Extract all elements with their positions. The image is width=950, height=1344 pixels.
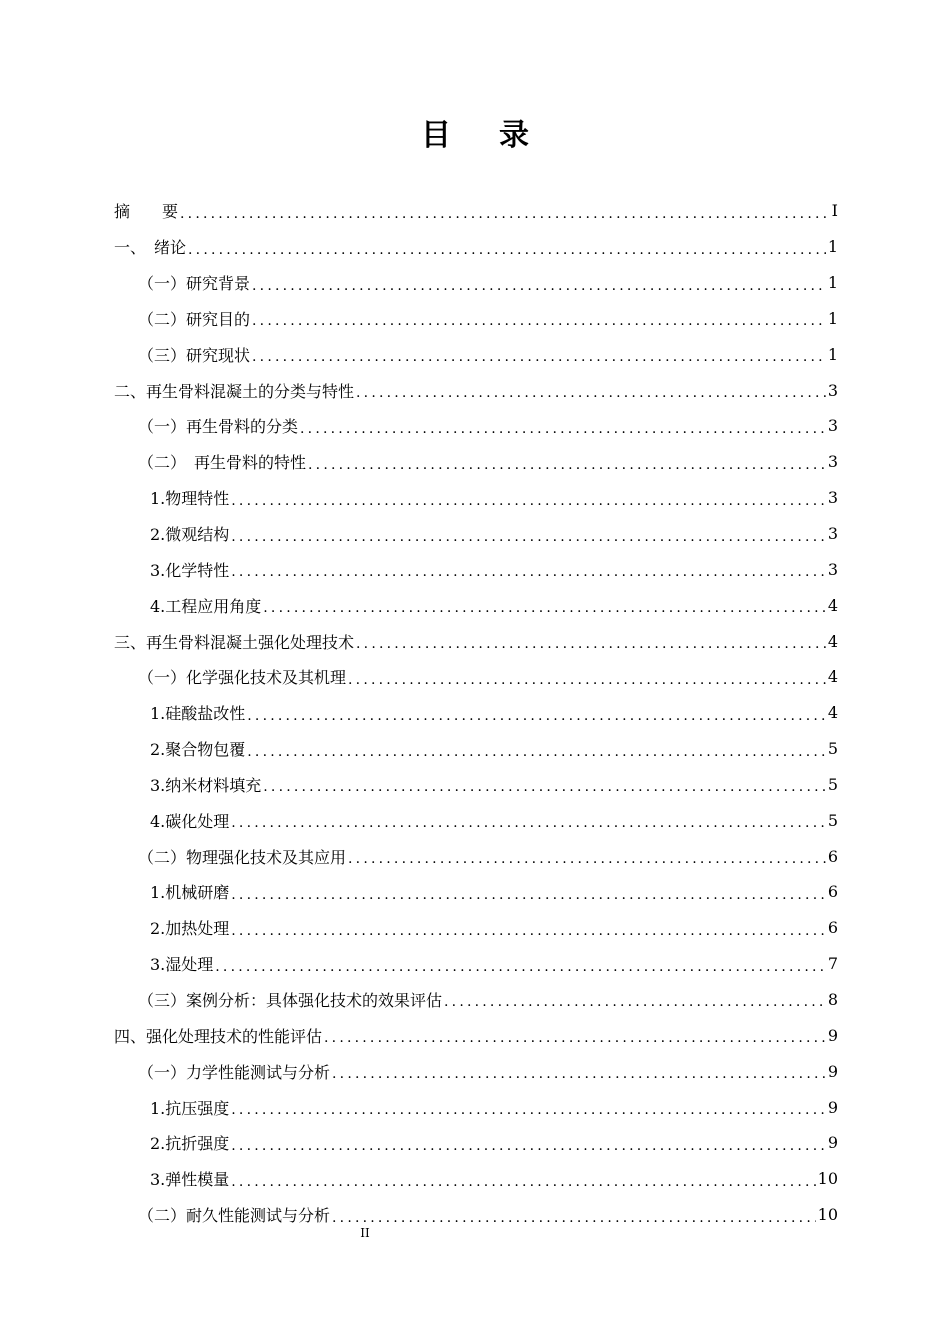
toc-entry-page-number: 9 (827, 1025, 838, 1045)
toc-dot-leader (348, 845, 826, 867)
toc-entry-label: （一）研究背景 (138, 271, 252, 294)
toc-dot-leader (252, 307, 826, 329)
toc-dot-leader (332, 1204, 816, 1226)
toc-entry-page-number: 9 (827, 1097, 838, 1117)
toc-dot-leader (231, 487, 826, 509)
toc-dot-leader (247, 738, 826, 760)
toc-dot-leader (348, 666, 826, 688)
toc-dot-leader (263, 594, 826, 616)
toc-entry-label: 3.化学特性 (150, 558, 231, 581)
toc-entry-label: （一）再生骨料的分类 (138, 414, 300, 437)
toc-entry-page-number: 6 (827, 846, 838, 866)
toc-entry-label: 2.加热处理 (150, 916, 231, 939)
toc-entry-page-number: 3 (827, 559, 838, 579)
toc-entry-label: 二、再生骨料混凝土的分类与特性 (114, 379, 356, 402)
toc-dot-leader (188, 236, 826, 258)
toc-entry[interactable] (114, 1053, 838, 1089)
toc-entry-label: 1.机械研磨 (150, 880, 231, 903)
toc-entry[interactable] (114, 838, 838, 874)
toc-dot-leader (231, 1096, 826, 1118)
toc-entry[interactable] (114, 1161, 838, 1197)
toc-dot-leader (231, 1168, 815, 1190)
toc-entry-label: 2.抗折强度 (150, 1131, 231, 1154)
toc-entry-label: （二）物理强化技术及其应用 (138, 845, 348, 868)
toc-entry-page-number: 1 (827, 237, 838, 257)
toc-entry[interactable] (114, 587, 838, 623)
toc-entry-page-number: 6 (827, 882, 838, 902)
toc-entry-page-number: 6 (827, 918, 838, 938)
toc-entry[interactable] (114, 731, 838, 767)
toc-dot-leader (231, 558, 826, 580)
toc-entry-page-number: 1 (827, 308, 838, 328)
toc-entry[interactable] (114, 874, 838, 910)
toc-entry[interactable] (114, 229, 838, 265)
toc-entry[interactable] (114, 372, 838, 408)
toc-entry-page-number: 10 (817, 1205, 838, 1225)
toc-entry-label: 3.湿处理 (150, 952, 215, 975)
toc-dot-leader (356, 630, 826, 652)
toc-dot-leader (247, 702, 826, 724)
toc-entry-page-number: 7 (827, 954, 838, 974)
toc-dot-leader (180, 200, 830, 222)
toc-entry[interactable] (114, 551, 838, 587)
page-number-footer: II (360, 1226, 370, 1240)
toc-entry-label: 3.弹性模量 (150, 1167, 231, 1190)
toc-entry[interactable] (114, 336, 838, 372)
toc-entry[interactable] (114, 910, 838, 946)
toc-entry[interactable] (114, 982, 838, 1018)
toc-entry-label: （三）研究现状 (138, 343, 252, 366)
toc-entry-page-number: 4 (827, 667, 838, 687)
toc-dot-leader (300, 415, 826, 437)
toc-entry[interactable] (114, 516, 838, 552)
toc-entry-page-number: 3 (827, 416, 838, 436)
page-title-part1: 目 (421, 118, 451, 153)
toc-entry-page-number: 10 (817, 1169, 838, 1189)
toc-entry[interactable] (114, 193, 838, 229)
toc-entry-label: 4.工程应用角度 (150, 594, 263, 617)
toc-dot-leader (356, 379, 826, 401)
toc-entry[interactable] (114, 1125, 838, 1161)
table-of-contents (114, 193, 838, 1232)
toc-entry-label: （二）耐久性能测试与分析 (138, 1203, 332, 1226)
toc-entry-label: 一、 绪论 (114, 235, 188, 258)
toc-entry-label: 1.物理特性 (150, 486, 231, 509)
toc-entry-page-number: 1 (827, 344, 838, 364)
toc-entry-label: 3.纳米材料填充 (150, 773, 263, 796)
toc-entry-page-number: 9 (827, 1133, 838, 1153)
toc-dot-leader (308, 451, 826, 473)
toc-dot-leader (231, 881, 826, 903)
toc-entry-label: （三）案例分析：具体强化技术的效果评估 (138, 988, 444, 1011)
toc-dot-leader (252, 343, 826, 365)
toc-entry[interactable] (114, 1017, 838, 1053)
toc-entry-label: 2.聚合物包覆 (150, 737, 247, 760)
toc-entry[interactable] (114, 1089, 838, 1125)
toc-entry[interactable] (114, 444, 838, 480)
toc-entry[interactable] (114, 946, 838, 982)
toc-entry-page-number: 4 (827, 595, 838, 615)
toc-entry-label: （二） 再生骨料的特性 (138, 450, 308, 473)
toc-dot-leader (231, 809, 826, 831)
toc-entry[interactable] (114, 408, 838, 444)
toc-entry[interactable] (114, 802, 838, 838)
toc-entry-label: （一）力学性能测试与分析 (138, 1060, 332, 1083)
toc-entry-label: 1.硅酸盐改性 (150, 701, 247, 724)
toc-dot-leader (231, 917, 826, 939)
toc-entry[interactable] (114, 659, 838, 695)
toc-entry-label: 1.抗压强度 (150, 1096, 231, 1119)
toc-entry-page-number: 5 (827, 774, 838, 794)
toc-entry-page-number: 5 (827, 739, 838, 759)
toc-entry[interactable] (114, 265, 838, 301)
toc-entry[interactable] (114, 480, 838, 516)
toc-entry-label: （二）研究目的 (138, 307, 252, 330)
toc-entry-page-number: 3 (827, 524, 838, 544)
toc-entry-page-number: 9 (827, 1061, 838, 1081)
toc-entry-page-number: 3 (827, 380, 838, 400)
page-title (0, 116, 950, 156)
toc-dot-leader (215, 953, 826, 975)
toc-entry-page-number: 3 (827, 488, 838, 508)
toc-entry-page-number: 3 (827, 452, 838, 472)
toc-entry[interactable] (114, 623, 838, 659)
toc-dot-leader (231, 523, 826, 545)
toc-entry-label: 四、强化处理技术的性能评估 (114, 1024, 324, 1047)
toc-dot-leader (332, 1060, 826, 1082)
toc-dot-leader (231, 1132, 826, 1154)
toc-entry-page-number: 4 (827, 703, 838, 723)
toc-dot-leader (252, 272, 826, 294)
toc-entry-page-number: 8 (827, 989, 838, 1009)
toc-dot-leader (444, 988, 826, 1010)
toc-entry-label: 三、再生骨料混凝土强化处理技术 (114, 630, 356, 653)
toc-entry-page-number: 1 (827, 273, 838, 293)
toc-entry-page-number: 5 (827, 810, 838, 830)
page-title-part2: 录 (499, 118, 529, 153)
toc-dot-leader (263, 773, 826, 795)
toc-entry-page-number: I (831, 201, 838, 221)
toc-dot-leader (324, 1024, 826, 1046)
toc-entry-page-number: 4 (827, 631, 838, 651)
toc-entry[interactable] (114, 301, 838, 337)
toc-entry[interactable] (114, 695, 838, 731)
toc-entry-label: （一）化学强化技术及其机理 (138, 665, 348, 688)
toc-entry-label: 摘 要 (114, 199, 180, 222)
toc-entry[interactable] (114, 767, 838, 803)
toc-entry-label: 2.微观结构 (150, 522, 231, 545)
toc-entry-label: 4.碳化处理 (150, 809, 231, 832)
